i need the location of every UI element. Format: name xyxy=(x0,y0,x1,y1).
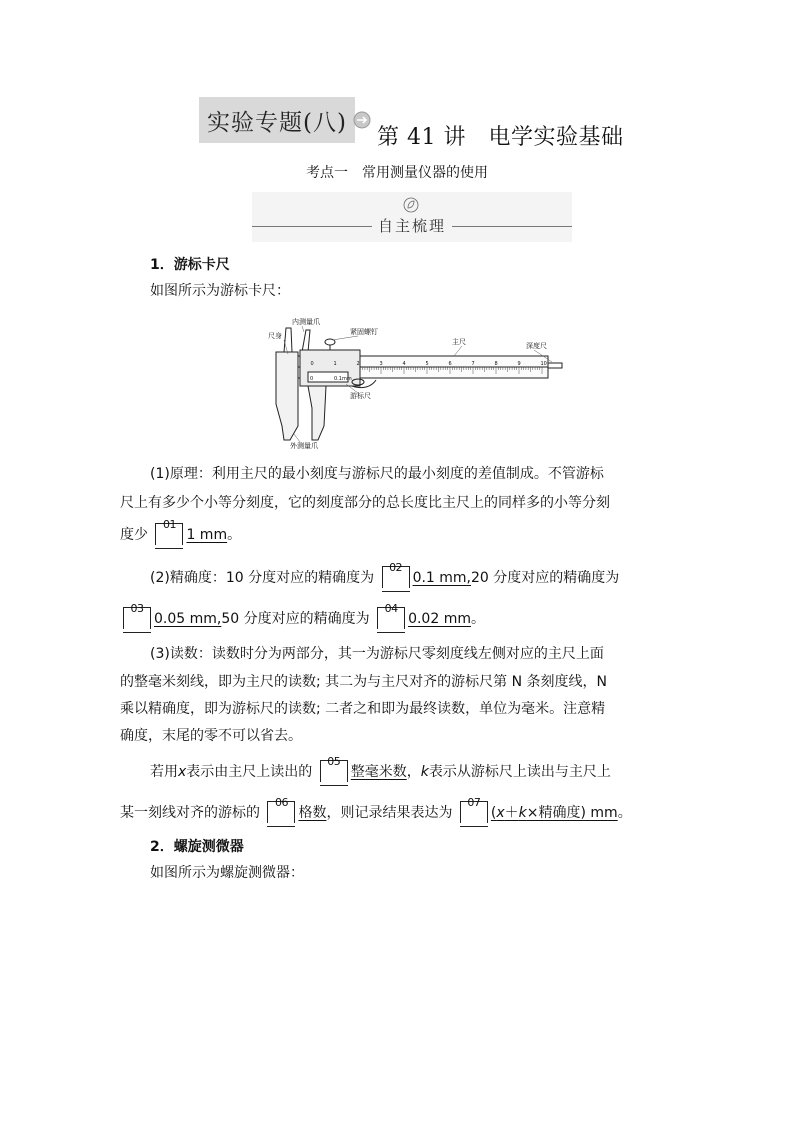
reading-line-3: 乘以精确度，即为游标尺的读数; 二者之和即为最终读数，单位为毫米。注意精 xyxy=(120,701,606,717)
label-vernier: 游标尺 xyxy=(350,392,371,400)
lecture-title: 第 41 讲 电学实验基础 xyxy=(377,125,624,150)
precision-line-2: 03 0.05 mm,50 分度对应的精确度为 04 0.02 mm。 xyxy=(120,607,485,629)
answer-07: (x＋k×精确度) mm xyxy=(490,805,618,821)
section-subtitle: 考点一 常用测量仪器的使用 xyxy=(306,165,488,181)
section-heading-caliper: 1．游标卡尺 xyxy=(150,257,230,273)
principle-line-2: 尺上有多少个小等分刻度，它的刻度部分的总长度比主尺上的同样多的小等分刻 xyxy=(120,495,610,511)
answer-blank-02[interactable]: 02 xyxy=(382,566,410,588)
label-ruler-body: 尺身 xyxy=(268,332,282,340)
caliper-intro: 如图所示为游标卡尺： xyxy=(150,283,290,299)
reading-line-2: 的整毫米刻线，即为主尺的读数; 其二为与主尺对齐的游标尺第 N 条刻度线，N xyxy=(120,674,608,690)
main-scale-number: 10 xyxy=(540,361,547,367)
precision-line-1: (2)精确度：10 分度对应的精确度为 02 0.1 mm,20 分度对应的精确度为 xyxy=(150,561,620,586)
self-study-banner xyxy=(252,192,572,242)
reading-line-1: (3)读数：读数时分为两部分，其一为游标尺零刻度线左侧对应的主尺上面 xyxy=(150,646,604,662)
section-heading-micrometer: 2．螺旋测微器 xyxy=(150,839,244,855)
arrow-icon xyxy=(352,110,372,130)
label-screw: 紧固螺钉 xyxy=(350,328,378,336)
vernier-caliper-figure xyxy=(254,308,572,450)
main-scale-number: 7 xyxy=(471,361,475,367)
answer-blank-03[interactable]: 03 xyxy=(123,607,151,629)
main-scale-number: 5 xyxy=(425,361,429,367)
label-outer-jaw: 外测量爪 xyxy=(290,442,318,450)
main-scale-number: 9 xyxy=(517,361,521,367)
answer-blank-06[interactable]: 06 xyxy=(267,801,295,823)
answer-02: 0.1 mm, xyxy=(412,570,472,586)
notation-line-2: 某一刻线对齐的游标的 06 格数，则记录结果表达为 07 (x＋k×精确度) mm。 xyxy=(120,796,632,821)
main-scale-number: 6 xyxy=(448,361,452,367)
leaf-icon xyxy=(403,197,419,213)
label-main-scale: 主尺 xyxy=(452,338,466,346)
answer-blank-07[interactable]: 07 xyxy=(460,801,488,823)
answer-06: 格数 xyxy=(298,805,327,821)
answer-04: 0.02 mm xyxy=(408,611,471,627)
main-scale-number: 0 xyxy=(310,361,314,367)
answer-blank-04[interactable]: 04 xyxy=(377,607,405,629)
label-vernier-note: 0.1mm xyxy=(334,376,352,382)
main-scale-number: 8 xyxy=(494,361,498,367)
label-depth-rod: 深度尺 xyxy=(526,342,547,350)
series-label xyxy=(199,97,355,143)
banner-divider-right xyxy=(452,226,572,227)
principle-line-1: (1)原理：利用主尺的最小刻度与游标尺的最小刻度的差值制成。不管游标 xyxy=(150,466,604,482)
answer-blank-01[interactable]: 01 xyxy=(155,523,183,545)
micrometer-intro: 如图所示为螺旋测微器： xyxy=(150,865,304,881)
label-inner-jaw: 内测量爪 xyxy=(292,318,320,326)
answer-05: 整毫米数 xyxy=(350,764,407,780)
banner-title: 自主梳理 xyxy=(377,217,446,235)
main-scale-number: 1 xyxy=(333,361,337,367)
principle-line-3: 度少 01 1 mm。 xyxy=(120,518,242,543)
answer-blank-05[interactable]: 05 xyxy=(320,760,348,782)
main-scale-number: 3 xyxy=(379,361,383,367)
reading-line-4: 确度，末尾的零不可以省去。 xyxy=(120,728,302,744)
notation-line-1: 若用x表示由主尺上读出的 05 整毫米数，k表示从游标尺上读出与主尺上 xyxy=(150,755,611,780)
main-scale-number: 2 xyxy=(356,361,360,367)
series-text: 实验专题(八) xyxy=(207,109,347,136)
main-scale-number: 4 xyxy=(402,361,406,367)
answer-03: 0.05 mm, xyxy=(154,611,222,627)
answer-01: 1 mm xyxy=(186,527,228,543)
label-vernier-zero: 0 xyxy=(310,376,314,382)
